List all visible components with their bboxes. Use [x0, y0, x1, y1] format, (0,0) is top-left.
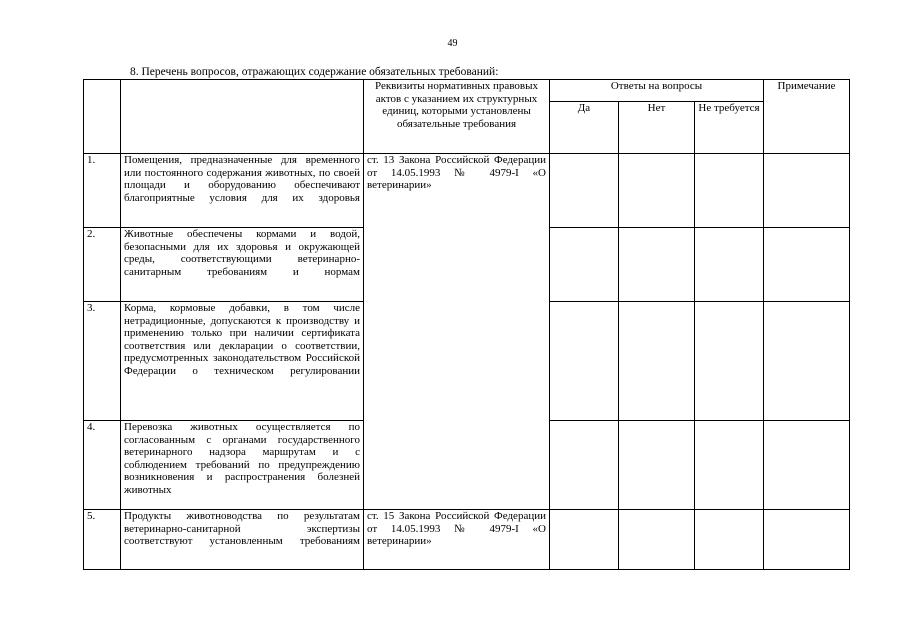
row-requisites: ст. 13 Закона Российской Федерации от 14.05.1993 № 4979-I «О ветеринарии» — [364, 154, 550, 510]
row-question: Перевозка животных осуществляется по согласованным с органами государственного ветеринарного надзора маршрутам и с соблюдением требований по предупреждению возникновения и распространения болезней животных — [121, 421, 364, 510]
answer-no-cell[interactable] — [619, 228, 695, 302]
header-not-required: Не требуется — [695, 102, 764, 154]
requirements-table — [83, 79, 850, 570]
header-yes: Да — [550, 102, 619, 154]
answer-no-cell[interactable] — [619, 510, 695, 570]
page-number: 49 — [447, 38, 458, 49]
answer-yes-cell[interactable] — [550, 421, 619, 510]
table-row — [84, 154, 850, 228]
row-question: Помещения, предназначенные для временного или постоянного содержания животных, по своей площади и оборудованию обеспечивают благоприятные условия для их здоровья — [121, 154, 364, 228]
header-no: Нет — [619, 102, 695, 154]
answer-yes-cell[interactable] — [550, 302, 619, 421]
answer-yes-cell[interactable] — [550, 228, 619, 302]
row-number: 3. — [84, 302, 121, 421]
answer-not-required-cell[interactable] — [695, 228, 764, 302]
note-cell[interactable] — [764, 228, 850, 302]
answer-not-required-cell[interactable] — [695, 154, 764, 228]
header-answers: Ответы на вопросы — [550, 80, 764, 102]
answer-not-required-cell[interactable] — [695, 302, 764, 421]
note-cell[interactable] — [764, 302, 850, 421]
row-question: Корма, кормовые добавки, в том числе нетрадиционные, допускаются к производству и применению только при наличии сертификата соответствия или декларации о соответствии, предусмотренных законодательством Российской Федерации о техническом регулировании — [121, 302, 364, 421]
header-note: Примечание — [764, 80, 850, 154]
row-number: 2. — [84, 228, 121, 302]
row-question: Животные обеспечены кормами и водой, безопасными для их здоровья и окружающей среды, соответствующими ветеринарно-санитарным требованиям и нормам — [121, 228, 364, 302]
row-number: 5. — [84, 510, 121, 570]
answer-not-required-cell[interactable] — [695, 421, 764, 510]
answer-yes-cell[interactable] — [550, 510, 619, 570]
note-cell[interactable] — [764, 154, 850, 228]
answer-no-cell[interactable] — [619, 421, 695, 510]
section-heading: 8. Перечень вопросов, отражающих содержание обязательных требований: — [130, 66, 499, 78]
header-requisites: Реквизиты нормативных правовых актов с указанием их структурных единиц, которыми установлены обязательные требования — [364, 80, 550, 154]
header-num-cell — [84, 80, 121, 154]
answer-not-required-cell[interactable] — [695, 510, 764, 570]
row-question: Продукты животноводства по результатам ветеринарно-санитарной экспертизы соответствуют установленным требованиям — [121, 510, 364, 570]
header-row — [84, 80, 850, 102]
answer-yes-cell[interactable] — [550, 154, 619, 228]
table-row — [84, 510, 850, 570]
note-cell[interactable] — [764, 421, 850, 510]
answer-no-cell[interactable] — [619, 154, 695, 228]
row-number: 1. — [84, 154, 121, 228]
answer-no-cell[interactable] — [619, 302, 695, 421]
row-number: 4. — [84, 421, 121, 510]
header-question-cell — [121, 80, 364, 154]
row-requisites: ст. 15 Закона Российской Федерации от 14.05.1993 № 4979-I «О ветеринарии» — [364, 510, 550, 570]
note-cell[interactable] — [764, 510, 850, 570]
